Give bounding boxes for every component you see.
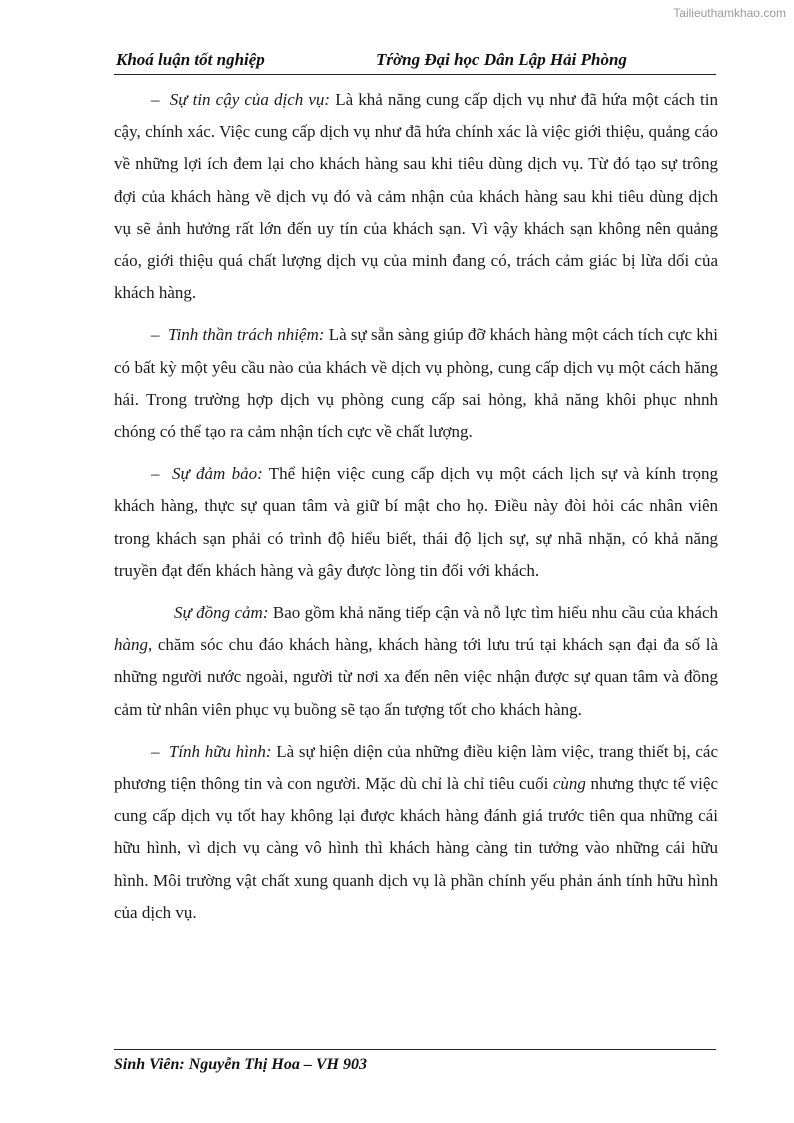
watermark-text: Tailieuthamkhao.com <box>673 6 786 20</box>
paragraph-title: Tinh thần trách nhiệm: <box>168 325 325 345</box>
paragraph-assurance <box>114 458 718 587</box>
paragraph-text-a: Là sự hiện diện của những điều kiện làm việc, trang thiết bị, các phương tiện thông tin và con người. Mặc dù chỉ là chỉ tiêu cuối <box>114 741 719 794</box>
bullet-dash: – <box>151 325 160 345</box>
header-thesis-title: Khoá luận tốt nghiệp <box>116 50 265 69</box>
paragraph-text-b: nhưng thực tế việc cung cấp dịch vụ tốt hay không lại được khách hàng đánh giá trước tiên qua những cái hữu hình, vì dịch vụ càng vô hình thì khách hàng càng tin tưởng vào những cái hữu hình. Môi trường vật chất xung quanh dịch vụ là phần chính yếu phản ánh tính hữu hình của dịch vụ. <box>114 774 718 922</box>
paragraph-responsibility <box>114 319 718 448</box>
footer-student-name: Sinh Viên: Nguyễn Thị Hoa – VH 903 <box>114 1056 367 1073</box>
document-body <box>114 84 718 939</box>
paragraph-empathy <box>114 597 718 726</box>
paragraph-title: Sự đồng cảm: <box>174 603 269 623</box>
paragraph-tangibles <box>114 736 718 929</box>
page-footer <box>114 1049 716 1074</box>
paragraph-title: Tính hữu hình: <box>168 741 272 761</box>
paragraph-italic-word: hàng <box>114 635 148 655</box>
paragraph-text-b: , chăm sóc chu đáo khách hàng, khách hàng tới lưu trú tại khách sạn đại đa số là những người nước ngoài, người từ nơi xa đến nên việc nhận được sự quan tâm và đồng cảm từ nhân viên phục vụ buồng sẽ tạo ấn tượng tốt cho khách hàng. <box>114 635 718 719</box>
bullet-dash: – <box>151 90 160 109</box>
paragraph-title: Sự đảm bảo: <box>172 464 263 484</box>
bullet-dash: – <box>151 741 160 761</box>
paragraph-text: Là khả năng cung cấp dịch vụ như đã hứa một cách tin cậy, chính xác. Việc cung cấp dịch vụ như đã hứa chính xác là việc giới thiệu, quảng cáo về những lợi ích đem lại cho khách hàng sau khi tiêu dùng dịch vụ. Từ đó tạo sự trông đợi của khách hàng về dịch vụ đó và cảm nhận của khách hàng sau khi tiêu dùng dịch vụ sẽ ảnh hưởng rất lớn đến uy tín của khách sạn. Vì vậy khách sạn không nên quảng cáo, giới thiệu quá chất lượng dịch vụ của minh đang có, trách cảm giác bị lừa dối của khách hàng. <box>114 90 718 303</box>
page-header <box>114 48 716 75</box>
paragraph-text: Thể hiện việc cung cấp dịch vụ một cách lịch sự và kính trọng khách hàng, thực sự quan tâm và giữ bí mật cho họ. Điều này đòi hỏi các nhân viên trong khách sạn phải có trình độ hiểu biết, thái độ lịch sự, sự nhã nhặn, có khả năng truyền đạt đến khách hàng và gây được lòng tin đối với khách. <box>114 464 719 580</box>
bullet-dash: – <box>151 464 160 484</box>
header-university-name: Tŕờng Đại học Dân Lập Hải Phòng <box>376 50 627 69</box>
paragraph-text: Là sự sẵn sàng giúp đỡ khách hàng một cách tích cực khi có bất kỳ một yêu cầu nào của khách về dịch vụ phòng, cung cấp dịch vụ một cách hăng hái. Trong trường hợp dịch vụ phòng cung cấp sai hỏng, khả năng khôi phục nhnh chóng có thể tạo ra cảm nhận tích cực về chất lượng. <box>114 325 718 442</box>
paragraph-italic-word: cùng <box>552 774 586 794</box>
paragraph-text-a: Bao gồm khả năng tiếp cận và nỗ lực tìm hiểu nhu cầu của khách <box>268 603 718 623</box>
paragraph-title: Sự tin cậy của dịch vụ: <box>169 90 331 109</box>
paragraph-reliability <box>114 84 718 309</box>
